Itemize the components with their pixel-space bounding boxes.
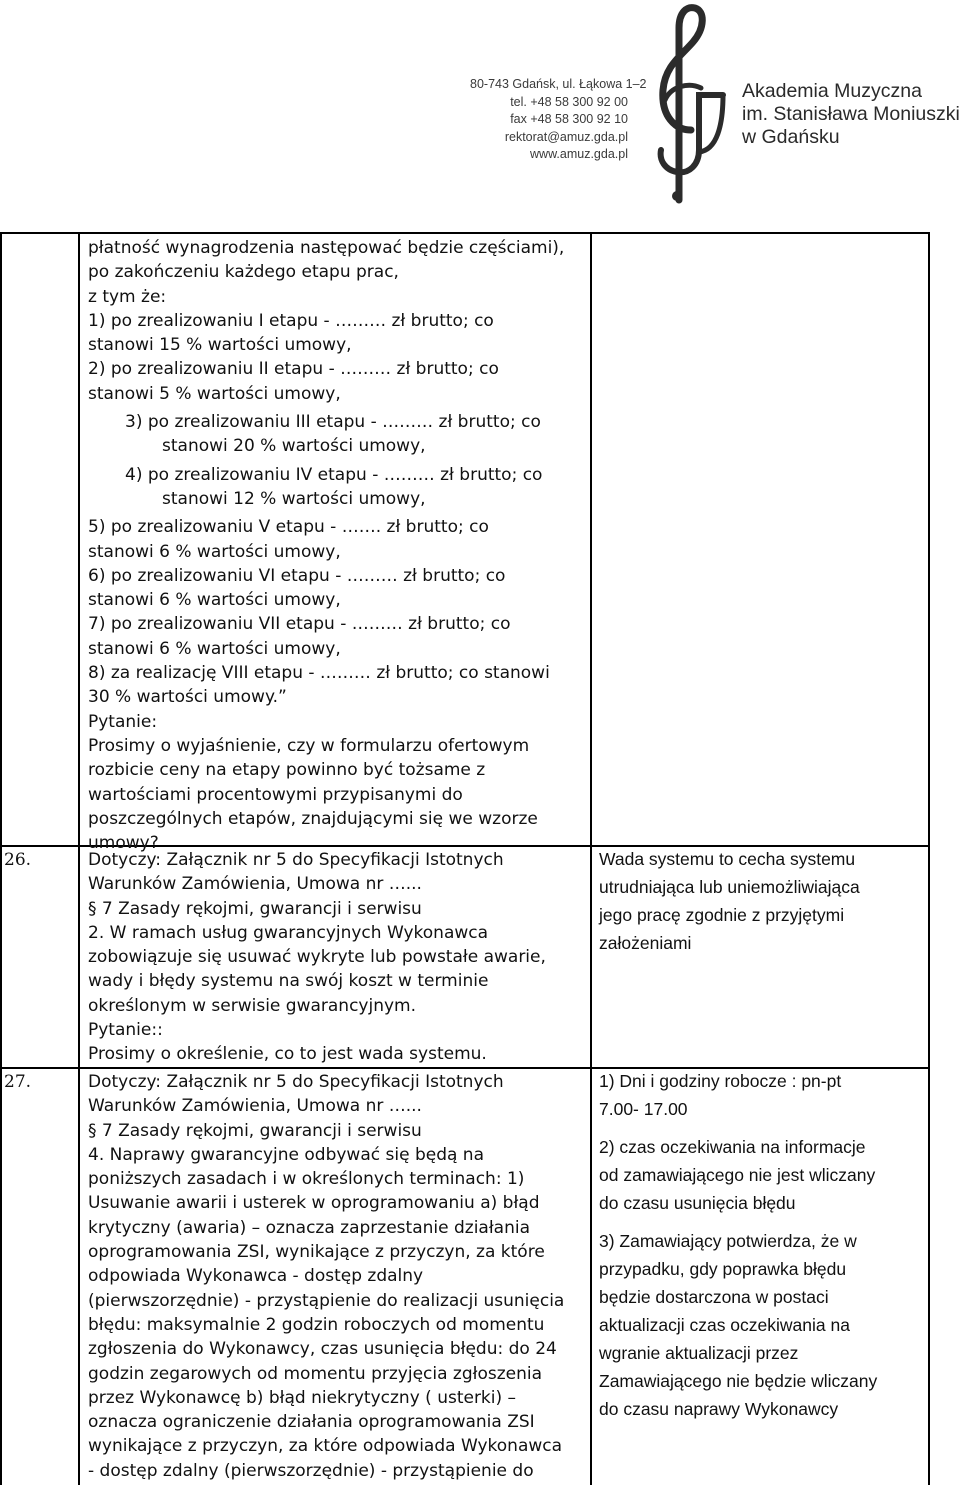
text-line: umowy? (88, 833, 159, 854)
question-label: Pytanie:: (88, 1020, 163, 1041)
answer-line: Wada systemu to cecha systemu (599, 849, 856, 869)
answer-line: aktualizacji czas oczekiwania na (599, 1315, 850, 1335)
text-line: Prosimy o określenie, co to jest wada systemu. (88, 1044, 487, 1065)
answer-paragraph (599, 1133, 923, 1217)
letterhead (0, 0, 960, 215)
address-block (470, 76, 647, 164)
treble-clef-g-logo-icon (645, 0, 735, 205)
text-line: błędu: maksymalnie 2 godzin roboczych od momentu (88, 1314, 545, 1335)
text-line: płatność wynagrodzenia następować będzie częściami), (88, 238, 565, 258)
text-line: 7) po zrealizowaniu VII etapu - ……… zł brutto; co (88, 614, 511, 635)
text-line: po zakończeniu każdego etapu prac, (88, 262, 399, 283)
address-fax: fax +48 58 300 92 10 (510, 112, 628, 126)
text-line: Warunków Zamówienia, Umowa nr …... (88, 1096, 422, 1117)
address-website: www.amuz.gda.pl (530, 147, 628, 161)
academy-name (742, 80, 960, 149)
text-line: § 7 Zasady rękojmi, gwarancji i serwisu (88, 898, 422, 919)
text-line: krytyczny (awaria) – oznacza zaprzestanie działania (88, 1217, 530, 1238)
answer-paragraph (599, 845, 923, 957)
text-line: wartościami procentowymi przypisanymi do (88, 784, 463, 805)
answer-line: jego pracę zgodnie z przyjętymi (599, 905, 845, 925)
answer-paragraph (599, 1067, 923, 1123)
academy-line: Akademia Muzyczna (742, 80, 922, 102)
answer-line: 1) Dni i godziny robocze : pn-pt (599, 1071, 842, 1091)
answer-line: wgranie aktualizacji przez (599, 1343, 799, 1363)
text-line: określonym w serwisie gwarancyjnym. (88, 995, 417, 1016)
answer-paragraph (599, 1227, 923, 1423)
question-label: Pytanie: (88, 711, 158, 732)
text-line: zgłoszenia do Wykonawcy, czas usunięcia błędu: do 24 (88, 1339, 557, 1360)
text-line: stanowi 6 % wartości umowy, (88, 541, 341, 562)
text-line: stanowi 20 % wartości umowy, (162, 436, 426, 457)
text-line: Prosimy o wyjaśnienie, czy w formularzu ofertowym (88, 735, 530, 756)
text-line: stanowi 12 % wartości umowy, (162, 488, 426, 509)
text-line: Usuwanie awarii i usterek w oprogramowaniu a) błąd (88, 1193, 540, 1214)
text-line: 2. W ramach usług gwarancyjnych Wykonawca (88, 922, 489, 943)
row-number: 26. (4, 850, 32, 870)
answer-line: od zamawiającego nie jest wliczany (599, 1165, 876, 1185)
table-row-question-cell (88, 1070, 588, 1483)
academy-line: w Gdańsku (742, 126, 840, 148)
text-line: 6) po zrealizowaniu VI etapu - ……… zł brutto; co (88, 565, 506, 586)
text-line: zobowiązuje się usuwać wykryte lub powstałe awarie, (88, 947, 546, 968)
text-line: godzin zegarowych od momentu przyjęcia zgłoszenia (88, 1363, 543, 1384)
text-line: stanowi 15 % wartości umowy, (88, 335, 352, 356)
answer-line: 2) czas oczekiwania na informacje (599, 1137, 866, 1157)
text-line: 30 % wartości umowy.” (88, 687, 287, 708)
text-line: 8) za realizację VIII etapu - ……… zł brutto; co stanowi (88, 663, 550, 684)
answer-line: 7.00- 17.00 (599, 1099, 688, 1119)
text-line: 5) po zrealizowaniu V etapu - ……. zł brutto; co (88, 517, 489, 538)
address-street: 80-743 Gdańsk, ul. Łąkowa 1–2 (470, 77, 647, 91)
text-line: odpowiada Wykonawca - dostęp zdalny (88, 1266, 424, 1287)
text-line: 1) po zrealizowaniu I etapu - ……… zł brutto; co (88, 310, 494, 331)
text-line: oznacza ograniczenie działania oprogramowania ZSI (88, 1412, 535, 1433)
text-line: 2) po zrealizowaniu II etapu - ……… zł brutto; co (88, 359, 499, 380)
text-line: Warunków Zamówienia, Umowa nr …... (88, 874, 422, 895)
text-line: 4) po zrealizowaniu IV etapu - ……… zł brutto; co (125, 464, 543, 485)
text-line: stanowi 6 % wartości umowy, (88, 590, 341, 611)
table-row-question-cell (88, 848, 588, 1067)
text-line: rozbicie ceny na etapy powinno być tożsame z (88, 760, 486, 781)
address-phone: tel. +48 58 300 92 00 (510, 94, 628, 109)
text-line: § 7 Zasady rękojmi, gwarancji i serwisu (88, 1120, 422, 1141)
answer-line: Zamawiającego nie będzie wliczany (599, 1371, 878, 1391)
answer-line: do czasu usunięcia błędu (599, 1193, 796, 1213)
table-row-question-cell (88, 236, 588, 855)
text-line: przez Wykonawcę b) błąd niekrytyczny ( usterki) – (88, 1387, 517, 1408)
academy-line: im. Stanisława Moniuszki (742, 103, 960, 125)
table-row-answer-cell (599, 1067, 923, 1433)
text-line: 3) po zrealizowaniu III etapu - ……… zł brutto; co (125, 412, 541, 433)
table-column-divider (78, 232, 80, 1485)
table-column-divider (590, 232, 592, 1485)
text-line: stanowi 5 % wartości umowy, (88, 383, 341, 404)
answer-line: do czasu naprawy Wykonawcy (599, 1399, 839, 1419)
address-email: rektorat@amuz.gda.pl (504, 129, 628, 144)
text-line: (pierwszorzędnie) - przystąpienie do realizacji usunięcia (88, 1290, 565, 1311)
answer-line: założeniami (599, 933, 692, 953)
text-line: 4. Naprawy gwarancyjne odbywać się będą na (88, 1144, 484, 1165)
text-line: - dostęp zdalny (pierwszorzędnie) - przystąpienie do (88, 1460, 534, 1481)
answer-line: przypadku, gdy poprawka błędu (599, 1259, 847, 1279)
text-line: Dotyczy: Załącznik nr 5 do Specyfikacji Istotnych (88, 850, 504, 870)
answer-line: będzie dostarczona w postaci (599, 1287, 829, 1307)
text-line: Dotyczy: Załącznik nr 5 do Specyfikacji Istotnych (88, 1072, 504, 1092)
text-line: poniższych zasadach i w określonych terminach: 1) (88, 1169, 525, 1190)
text-line: oprogramowania ZSI, wynikające z przyczyn, za które (88, 1242, 545, 1263)
answer-line: 3) Zamawiający potwierdza, że w (599, 1231, 857, 1251)
text-line: stanowi 6 % wartości umowy, (88, 638, 341, 659)
text-line: z tym że: (88, 286, 167, 307)
table-row-answer-cell (599, 845, 923, 967)
row-number: 27. (4, 1072, 32, 1092)
answer-line: utrudniająca lub uniemożliwiająca (599, 877, 860, 897)
text-line: poszczególnych etapów, znajdującymi się we wzorze (88, 808, 538, 829)
text-line: wynikające z przyczyn, za które odpowiada Wykonawca (88, 1436, 563, 1457)
text-line: wady i błędy systemu na swój koszt w terminie (88, 971, 489, 992)
